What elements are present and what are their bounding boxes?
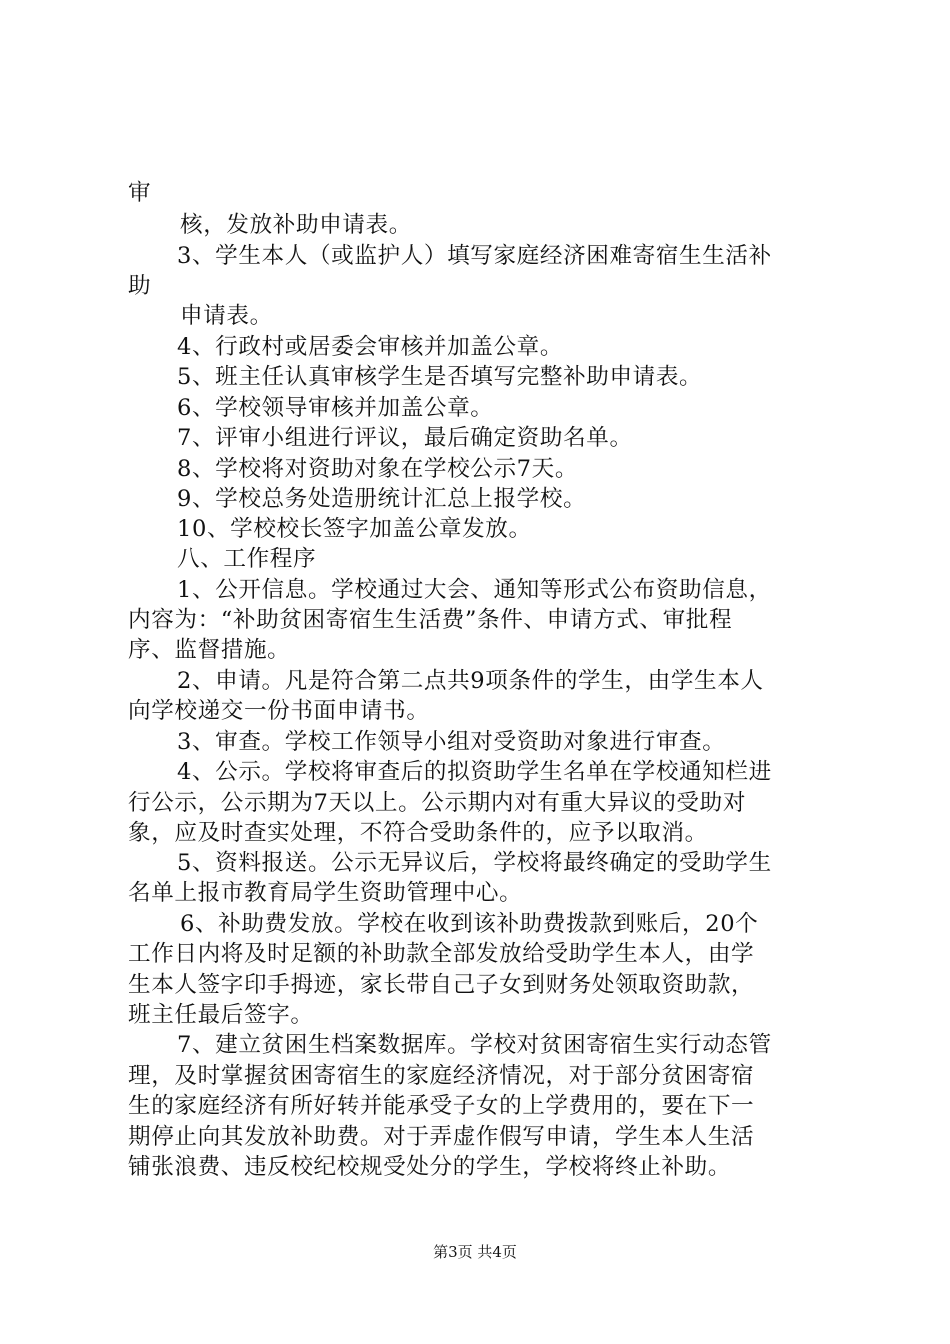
text-line: 7、评审小组进行评议，最后确定资助名单。 (177, 425, 633, 451)
text-line: 4、公示。学校将审查后的拟资助学生名单在学校通知栏进 (177, 759, 772, 785)
text-line: 审 (128, 180, 152, 206)
text-line: 生本人签字印手拇迹，家长带自己子女到财务处领取资助款， (128, 972, 755, 998)
text-line: 1、公开信息。学校通过大会、通知等形式公布资助信息， (177, 577, 772, 603)
text-line: 理，及时掌握贫困寄宿生的家庭经济情况，对于部分贫困寄宿 (128, 1063, 755, 1089)
text-line: 8、学校将对资助对象在学校公示7天。 (177, 456, 579, 482)
text-line: 7、建立贫困生档案数据库。学校对贫困寄宿生实行动态管 (177, 1032, 772, 1058)
text-line: 核，发放补助申请表。 (180, 212, 412, 238)
text-line: 申请表。 (180, 303, 273, 329)
text-line: 工作日内将及时足额的补助款全部发放给受助学生本人，由学 (128, 941, 755, 967)
text-line: 5、班主任认真审核学生是否填写完整补助申请表。 (177, 364, 703, 390)
text-line: 5、资料报送。公示无异议后，学校将最终确定的受助学生 (177, 850, 772, 876)
text-line: 助 (128, 273, 152, 299)
text-line: 9、学校总务处造册统计汇总上报学校。 (177, 486, 587, 512)
text-line: 名单上报市教育局学生资助管理中心。 (128, 880, 523, 906)
text-line: 2、申请。凡是符合第二点共9项条件的学生，由学生本人 (177, 668, 764, 694)
text-line: 象，应及时查实处理，不符合受助条件的，应予以取消。 (128, 820, 708, 846)
text-line: 6、学校领导审核并加盖公章。 (177, 395, 494, 421)
text-line: 3、审查。学校工作领导小组对受资助对象进行审查。 (177, 729, 726, 755)
text-line: 4、行政村或居委会审核并加盖公章。 (177, 334, 564, 360)
text-line: 10、学校校长签字加盖公章发放。 (177, 516, 532, 542)
page-number-footer: 第3页 共4页 (433, 1243, 517, 1261)
text-line: 内容为：“补助贫困寄宿生生活费”条件、申请方式、审批程 (128, 607, 733, 633)
text-line: 3、学生本人（或监护人）填写家庭经济困难寄宿生生活补 (177, 243, 772, 269)
text-line: 向学校递交一份书面申请书。 (128, 698, 430, 724)
text-line: 铺张浪费、违反校纪校规受处分的学生，学校将终止补助。 (128, 1154, 732, 1180)
text-line: 序、监督措施。 (128, 637, 291, 663)
text-line: 生的家庭经济有所好转并能承受子女的上学费用的，要在下一 (128, 1093, 755, 1119)
text-line: 6、补助费发放。学校在收到该补助费拨款到账后，20个 (180, 911, 759, 937)
text-line: 行公示，公示期为7天以上。公示期内对有重大异议的受助对 (128, 790, 747, 816)
text-line: 班主任最后签字。 (128, 1002, 314, 1028)
section-heading: 八、工作程序 (177, 546, 317, 572)
text-line: 期停止向其发放补助费。对于弄虚作假写申请，学生本人生活 (128, 1124, 755, 1150)
